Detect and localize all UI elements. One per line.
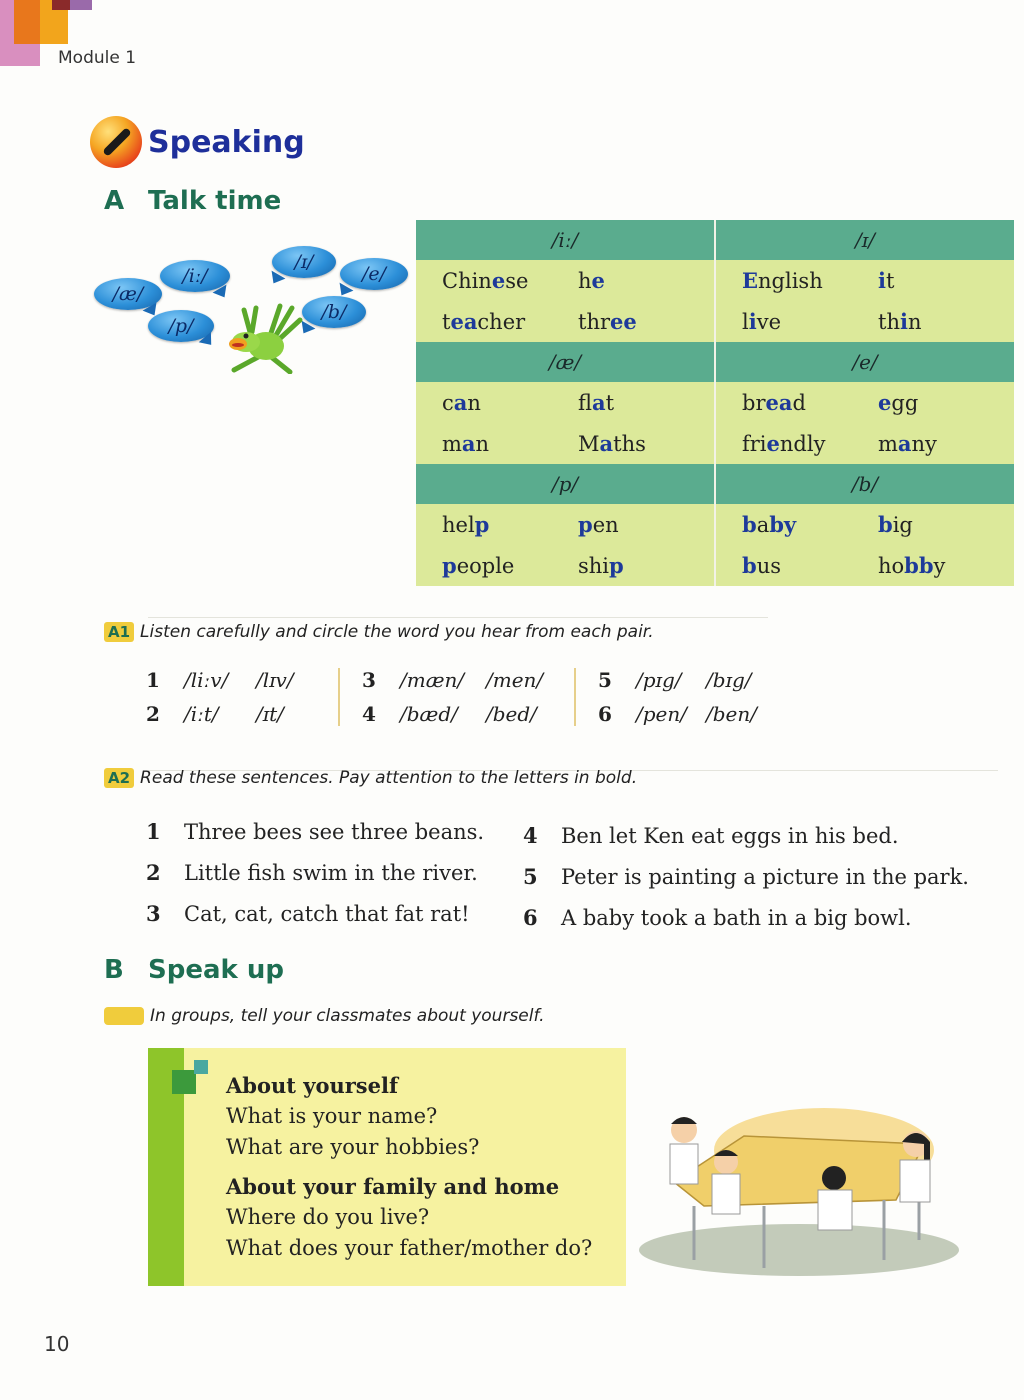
speaking-heading — [90, 116, 305, 168]
word: egg — [878, 390, 919, 415]
list-item: 3 /mæn/ /men/ — [362, 668, 544, 692]
parrot-icon — [220, 302, 310, 374]
corner-decoration — [70, 0, 92, 10]
list-item: 5 /pɪg/ /bɪg/ — [598, 668, 752, 692]
speech-bubble: /b/ — [302, 296, 366, 328]
table-row — [416, 301, 1014, 342]
word: friendly — [742, 431, 826, 456]
prompt-box — [148, 1048, 626, 1286]
word: man — [442, 431, 490, 456]
b-instruction-line — [104, 1006, 545, 1026]
phoneme-header: /b/ — [715, 464, 1014, 504]
word: baby — [742, 512, 797, 537]
divider — [148, 617, 768, 618]
phoneme-header: /p/ — [416, 464, 715, 504]
prompt-question: Where do you live? — [226, 1205, 430, 1229]
page-number: 10 — [44, 1332, 70, 1356]
box-decoration — [194, 1060, 208, 1074]
word: he — [578, 268, 605, 293]
a1-instruction-line — [104, 622, 654, 642]
list-item: 1 /liːv/ /lɪv/ — [146, 668, 294, 692]
speech-bubble: /æ/ — [94, 278, 162, 310]
a1-instruction: Listen carefully and circle the word you hear from each pair. — [140, 622, 654, 642]
phoneme-illustration — [92, 244, 412, 374]
speech-bubble: /e/ — [340, 258, 408, 290]
sentence-list — [146, 818, 484, 927]
table-row — [416, 504, 1014, 545]
list-item: 1 Three bees see three beans. — [146, 819, 485, 844]
section-title: Speak up — [148, 955, 284, 985]
box-decoration — [172, 1070, 196, 1094]
speech-bubble: /p/ — [148, 310, 214, 342]
a2-instruction: Read these sentences. Pay attention to the letters in bold. — [140, 768, 638, 788]
b-instruction: In groups, tell your classmates about yourself. — [150, 1006, 545, 1026]
list-item: 2 /iːt/ /ɪt/ — [146, 702, 284, 726]
speech-bubble: /iː/ — [160, 260, 230, 292]
phoneme-header: /æ/ — [416, 342, 715, 382]
prompt-question: What is your name? — [226, 1104, 438, 1128]
word: can — [442, 390, 481, 415]
prompt-heading: About your family and home — [226, 1174, 560, 1199]
section-title: Talk time — [148, 186, 282, 216]
list-item: 6 /pen/ /ben/ — [598, 702, 757, 726]
word: many — [878, 431, 937, 456]
prompt-question: What does your father/mother do? — [226, 1236, 593, 1260]
list-item: 2 Little fish swim in the river. — [146, 860, 478, 885]
phoneme-header: /e/ — [715, 342, 1014, 382]
word: English — [742, 268, 823, 293]
corner-decoration — [52, 0, 70, 10]
b-tag — [104, 1007, 144, 1025]
list-item: 3 Cat, cat, catch that fat rat! — [146, 901, 470, 926]
speech-bubble: /ɪ/ — [272, 246, 336, 278]
list-item: 6 A baby took a bath in a big bowl. — [523, 905, 912, 930]
phoneme-table — [416, 220, 1014, 586]
word: thin — [878, 309, 922, 334]
word: bread — [742, 390, 806, 415]
corner-decoration — [14, 0, 40, 44]
section-letter: A — [104, 186, 125, 216]
word: live — [742, 309, 781, 334]
microphone-icon — [90, 116, 142, 168]
speaking-title: Speaking — [148, 124, 305, 160]
table-row — [416, 545, 1014, 586]
word: Maths — [578, 431, 646, 456]
word: pen — [578, 512, 619, 537]
word: Chinese — [442, 268, 529, 293]
section-letter: B — [104, 955, 124, 985]
word: people — [442, 553, 515, 578]
list-item: 5 Peter is painting a picture in the park. — [523, 864, 969, 889]
sentence-list — [523, 822, 969, 931]
module-label: Module 1 — [58, 48, 137, 68]
table-row — [416, 423, 1014, 464]
list-item: 4 Ben let Ken eat eggs in his bed. — [523, 823, 899, 848]
section-a-heading — [104, 186, 281, 216]
sound-pairs — [146, 668, 788, 726]
table-row — [416, 382, 1014, 423]
word: hobby — [878, 553, 946, 578]
prompt-question: What are your hobbies? — [226, 1135, 480, 1159]
a2-instruction-line — [104, 768, 637, 788]
phoneme-header: /ɪ/ — [715, 220, 1014, 260]
section-b-heading — [104, 955, 284, 985]
word: it — [878, 268, 895, 293]
prompt-heading: About yourself — [226, 1073, 398, 1098]
table-header-row — [416, 464, 1014, 504]
a2-tag: A2 — [104, 768, 134, 788]
list-item: 4 /bæd/ /bed/ — [362, 702, 537, 726]
word: three — [578, 309, 637, 334]
word: flat — [578, 390, 615, 415]
table-header-row — [416, 342, 1014, 382]
phoneme-header: /iː/ — [416, 220, 715, 260]
word: teacher — [442, 309, 526, 334]
table-header-row — [416, 220, 1014, 260]
word: big — [878, 512, 913, 537]
word: bus — [742, 553, 781, 578]
table-row — [416, 260, 1014, 301]
a1-tag: A1 — [104, 622, 134, 642]
word: help — [442, 512, 490, 537]
word: ship — [578, 553, 624, 578]
classroom-illustration — [634, 1090, 964, 1280]
